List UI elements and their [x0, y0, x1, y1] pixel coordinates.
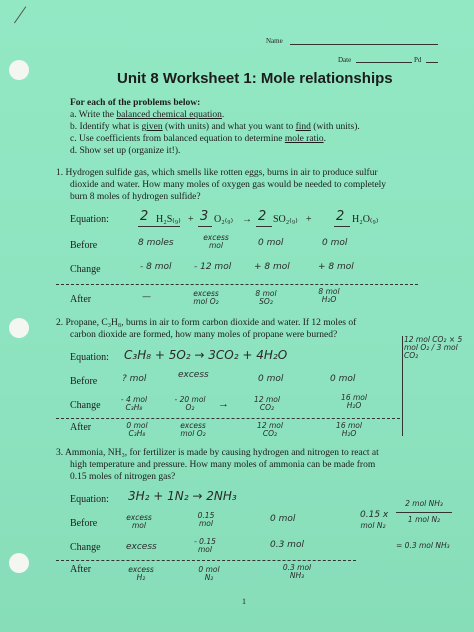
p2-after-3: 12 mol CO₂	[257, 421, 283, 438]
p2-after-label: After	[70, 422, 92, 433]
page-title: Unit 8 Worksheet 1: Mole relationships	[117, 70, 393, 87]
p1-change-label: Change	[70, 264, 101, 275]
p1-coef3: 2	[258, 209, 267, 224]
p3-side-calc-ratio-bottom: 1 mol N₂	[407, 515, 441, 524]
p1-before-1: 8 moles	[138, 238, 174, 248]
pen-mark	[14, 6, 41, 33]
p1-after-1: —	[142, 292, 151, 302]
p3-side-calc-ratio-top: 2 mol NH₃	[405, 499, 443, 508]
problem2-text-line1: 2. Propane, C₃H₈, burns in air to form carbon dioxide and water. If 12 moles of	[56, 318, 357, 328]
p3-side-calc-num: 0.15 x	[360, 510, 389, 520]
punch-hole	[9, 318, 29, 338]
p3-after-3: 0.3 mol NH₃	[282, 563, 312, 580]
instructions-lead: For each of the problems below:	[70, 98, 201, 108]
p1-before-2: excess mol	[203, 233, 229, 250]
p3-before-label: Before	[70, 518, 98, 529]
worksheet-page: Name Date Pd Unit 8 Worksheet 1: Mole relationships For each of the problems below: a. Write the balanced chemical equation. b. Identify what is given (with units) and what you want to find (with units). c. Use coefficients from balanced equation to determine mole ratio. d. Show set up (organize it!). 1. Hydrogen sulfide gas, which smells like rotten eggs, burns in air to produce sulfur dioxide and water. How many moles of oxygen gas would be needed to completely burn 8 moles of hydrogen sulfide? Equation: 2 H₂S₍₉₎ + 3 O₂₍₉₎ → 2 SO₂₍₉₎ + 2 H₂O₍₉₎ Before 8 moles excess mol 0 mol 0 mol Change - 8 mol - 12 mol + 8 mol + 8 mol After — excess mol O₂ 8 mol SO₂ 8 mol H₂O 2. Propane, C₃H₈, burns in air to form carbon dioxide and water. If 12 moles of carbon dioxide are formed, how many moles of propane were burned? Equation: C₃H₈ + 5O₂ → 3CO₂ + 4H₂O 12 mol CO₂ × 5 mol O₂ / 3 mol CO₂ Before ? mol excess 0 mol 0 mol Change - 4 mol C₃H₈ - 20 mol O₂ → 12 mol CO₂ 16 mol H₂O After 0 mol C₃H₈ excess mol O₂ 12 mol CO₂ 16 mol H₂O 3. Ammonia, NH₃, for fertilizer is made by causing hydrogen and nitrogen to react at high temperature and pressure. How many moles of ammonia can be made from 0.15 moles of nitrogen gas? Equation: 3H₂ + 1N₂ → 2NH₃ 0.15 x mol N₂ 2 mol NH₃ 1 mol N₂ = 0.3 mol NH₃ Before excess mol 0.15 mol 0 mol Change excess - 0.15 mol 0.3 mol After excess H₂ 0 mol N₂ 0.3 mol NH₃ 1	[0, 0, 474, 632]
p3-equation-label: Equation:	[70, 494, 109, 505]
pd-line	[426, 62, 438, 63]
p3-equation: 3H₂ + 1N₂ → 2NH₃	[128, 489, 237, 503]
problem3-text-line3: 0.15 moles of nitrogen gas?	[70, 472, 176, 482]
p2-change-2: - 20 mol O₂	[174, 395, 206, 412]
p1-before-label: Before	[70, 240, 98, 251]
p2-change-4: 16 mol H₂O	[341, 393, 367, 410]
p2-after-4: 16 mol H₂O	[336, 421, 362, 438]
p3-change-label: Change	[70, 542, 101, 553]
p1-change-1: - 8 mol	[140, 262, 172, 272]
p1-before-3: 0 mol	[258, 238, 284, 248]
p3-before-3: 0 mol	[270, 514, 296, 524]
p3-separator	[56, 560, 356, 561]
name-line	[290, 44, 438, 45]
p1-equation-label: Equation:	[70, 214, 109, 225]
page-number: 1	[242, 597, 246, 606]
date-line	[356, 62, 412, 63]
p2-separator	[56, 418, 400, 419]
instruction-a: a. Write the balanced chemical equation.	[70, 110, 225, 120]
p1-after-4: 8 mol H₂O	[318, 287, 340, 304]
punch-hole	[9, 553, 29, 573]
p1-formula4: H₂O₍₉₎	[352, 214, 379, 225]
p2-after-1: 0 mol C₃H₈	[126, 421, 148, 438]
p2-after-2: excess mol O₂	[180, 421, 206, 438]
name-label: Name	[266, 37, 283, 45]
p1-formula2: O₂₍₉₎	[214, 214, 234, 225]
p3-before-1: excess mol	[126, 513, 152, 530]
instruction-c: c. Use coefficients from balanced equation to determine mole ratio.	[70, 134, 326, 144]
instruction-b: b. Identify what is given (with units) and what you want to find (with units).	[70, 122, 360, 132]
p3-side-calc-units: mol N₂	[360, 521, 386, 530]
p2-before-3: 0 mol	[258, 374, 284, 384]
punch-hole	[9, 60, 29, 80]
p2-equation-label: Equation:	[70, 352, 109, 363]
p2-change-3: 12 mol CO₂	[254, 395, 280, 412]
p2-change-label: Change	[70, 400, 101, 411]
instruction-d: d. Show set up (organize it!).	[70, 146, 181, 156]
date-label: Date	[338, 56, 352, 64]
p1-change-3: + 8 mol	[254, 262, 290, 272]
p1-separator	[56, 284, 418, 285]
p3-change-1: excess	[126, 542, 157, 552]
p2-equation: C₃H₈ + 5O₂ → 3CO₂ + 4H₂O	[124, 348, 288, 362]
p1-after-2: excess mol O₂	[193, 289, 219, 306]
p1-formula1: H₂S₍₉₎	[156, 214, 181, 225]
p3-change-3: 0.3 mol	[270, 540, 304, 550]
p1-coef1: 2	[140, 209, 149, 224]
p1-after-3: 8 mol SO₂	[255, 289, 277, 306]
pd-label: Pd	[414, 56, 422, 64]
p3-change-2: - 0.15 mol	[194, 537, 216, 554]
p3-after-label: After	[70, 564, 92, 575]
p2-before-2: excess	[178, 370, 209, 380]
p3-after-2: 0 mol N₂	[198, 565, 220, 582]
p1-change-2: - 12 mol	[194, 262, 232, 272]
problem3-text-line1: 3. Ammonia, NH₃, for fertilizer is made by causing hydrogen and nitrogen to react at	[56, 448, 379, 458]
problem1-text-line1: 1. Hydrogen sulfide gas, which smells like rotten eggs, burns in air to produce sulfur	[56, 168, 378, 178]
problem1-text-line3: burn 8 moles of hydrogen sulfide?	[70, 192, 201, 202]
p2-change-1: - 4 mol C₃H₈	[120, 395, 148, 412]
p1-formula3: SO₂₍₉₎	[273, 214, 298, 225]
p1-coef4: 2	[336, 209, 345, 224]
p2-before-4: 0 mol	[330, 374, 356, 384]
problem2-text-line2: carbon dioxide are formed, how many moles of propane were burned?	[70, 330, 338, 340]
p3-after-1: excess H₂	[128, 565, 154, 582]
p1-before-4: 0 mol	[322, 238, 348, 248]
p2-before-label: Before	[70, 376, 98, 387]
p2-side-divider	[402, 336, 403, 436]
p1-change-4: + 8 mol	[318, 262, 354, 272]
p2-before-1: ? mol	[122, 374, 147, 384]
p1-coef2: 3	[200, 209, 209, 224]
problem1-text-line2: dioxide and water. How many moles of oxygen gas would be needed to completely	[70, 180, 387, 190]
p2-side-calc: 12 mol CO₂ × 5 mol O₂ / 3 mol CO₂	[404, 335, 463, 360]
p3-side-calc-result: = 0.3 mol NH₃	[396, 541, 450, 550]
p1-after-label: After	[70, 294, 92, 305]
p3-before-2: 0.15 mol	[197, 511, 215, 528]
problem3-text-line2: high temperature and pressure. How many moles of ammonia can be made from	[70, 460, 376, 470]
